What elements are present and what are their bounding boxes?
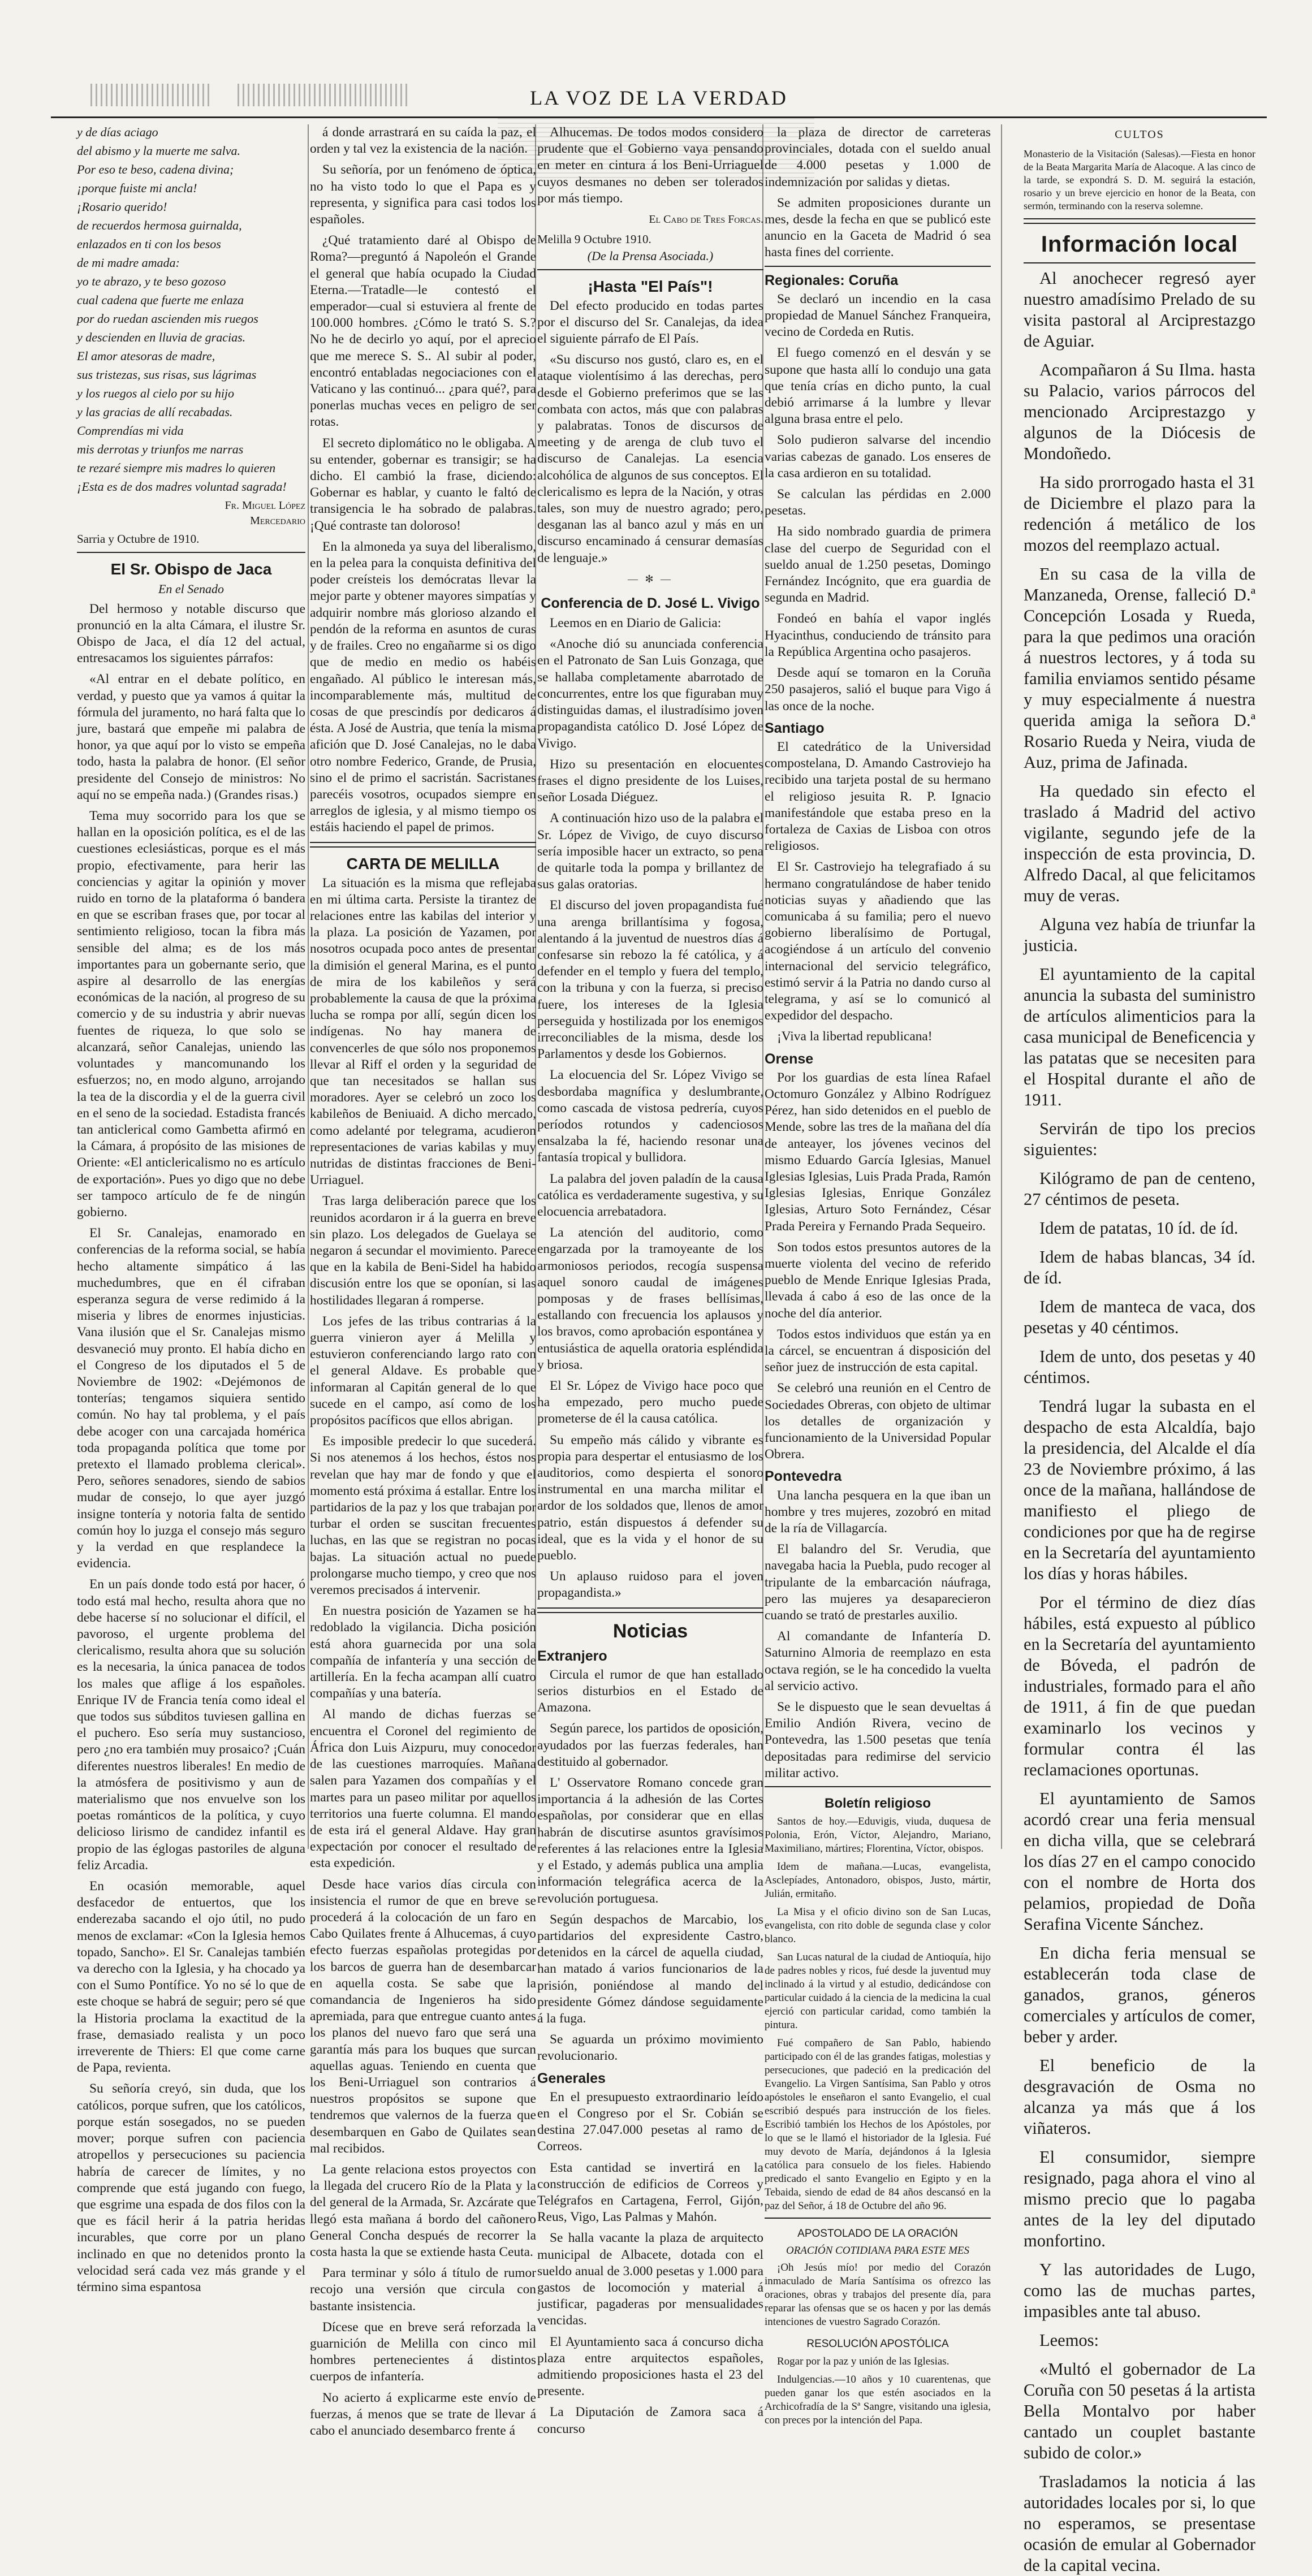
poem-signature: Fr. Miguel López	[225, 499, 305, 512]
article-body	[537, 2089, 763, 2437]
article-subheading: En el Senado	[158, 582, 225, 597]
paragraph: A continuación hizo uso de la palabra el Sr. López de Vivigo, de cuyo discurso sería imposible hacer un extracto, so pena de quitarle toda la pompa y brillantez de sus galas oratorias.	[537, 811, 763, 892]
newspaper-title: LA VOZ DE LA VERDAD	[530, 87, 788, 109]
article-signature: El Cabo de Tres Forcas.	[649, 213, 763, 226]
paragraph: Servirán de tipo los precios siguientes:	[1024, 1119, 1255, 1159]
paragraph: Se aguarda un próximo movimiento revolucionario.	[537, 2032, 763, 2064]
paragraph: Idem de patatas, 10 íd. de íd.	[1039, 1218, 1238, 1238]
paragraph: En ocasión memorable, aquel desfacedor de entuertos, que los enderezaba sacando el ojo útil, no pudo menos de exclamar: «Con la Iglesia hemos topado, Sancho». El Sr. Canalejas también va derecho con la Iglesia, y ha chocado ya con el Sumo Pontífice. Yo no sé lo que de este choque se habrá de seguir; pero sé que la Historia proclama la exactitud de la frase, demasiado realista y un poco irreverente de Thiers: El que come carne de Papa, revienta.	[77, 1879, 305, 2076]
paragraph: El discurso del joven propagandista fué una arenga brillantísima y fogosa, alentando á la juventud de nuestros días á confesarse sin rebozo la fé católica, y á defender en el templo y fuera del templo, con la tribuna y con la fuerza, si preciso fuere, los intereses de la Iglesia perseguida y hostilizada por los enemigos irreconciliables de la misma, desde los Parlamentos y desde los Gobiernos.	[537, 898, 763, 1062]
divider	[765, 266, 991, 267]
paragraph: Fué compañero de San Pablo, habiendo participado con él de las grandes fatigas, molestias y persecuciones, que padeció en la predicación del Evangelio. La Virgen Santísima, San Pablo y otros apóstoles le enseñaron el santo Evangelio, el cual escribió después para instrucción de los fieles. Escribió también los Hechos de los Apóstoles, por lo que se le llamó el historiador de la Iglesia. Fué muy devoto de María, dejándonos á la Iglesia católica para consuelo de los fieles. Habiendo predicado el santo Evangelio en Egipto y en la Tebaida, siendo de edad de 84 años descansó en la paz del Señor, á 18 de Octubre del año 96.	[765, 2037, 991, 2212]
article-body	[537, 124, 763, 207]
divider	[765, 2218, 991, 2219]
subsection-heading: Generales	[537, 2070, 606, 2086]
divider	[1024, 262, 1255, 263]
article-body	[537, 1667, 763, 2065]
paragraph: El Sr. Castroviejo ha telegrafiado á su hermano congratulándose de haber tenido noticias suyas y añadiendo que las comunicaba á su familia; pero el nuevo gobierno liberalísimo de Portugal, acogiéndose á un artículo del convenio internacional del servicio telegráfico, estimó servir á la Patria no dando curso al telegrama, y así se lo comunicó al expedidor del despacho.	[765, 859, 991, 1023]
paragraph: La Diputación de Zamora saca á concurso	[537, 2405, 763, 2436]
article-body	[765, 124, 991, 261]
divider	[537, 1607, 763, 1613]
divider	[1024, 218, 1255, 224]
paragraph: La elocuencia del Sr. López Vivigo se desbordaba magnífica y deslumbrante, como cascada de vistosa pedrería, cuyos períodos rotundos y cadenciosos ensalzaba la fé, haciendo resonar una fantasía tropical y bullidora.	[537, 1067, 763, 1165]
divider	[310, 842, 536, 848]
article-body	[765, 2261, 991, 2329]
section-heading: Información local	[1041, 232, 1238, 257]
paragraph: Su señoría creyó, sin duda, que los católicos, porque sufren, que los católicos, porque están sosegados, no se pueden mover; porque sufren con paciencia atropellos y persecuciones su paciencia habría de carecer de límites, y no comprende que está jugando con fuego, que esgrime una espada de dos filos con la que es fácil herir á la patria heridas incurables, que corre por un plano inclinado en que no detenidos pronto la velocidad será cada vez más grande y el término sima espantosa	[77, 2081, 305, 2294]
section-heading: Regionales: Coruña	[765, 272, 899, 288]
paragraph: Kilógramo de pan de centeno, 27 céntimos de peseta.	[1024, 1169, 1255, 1209]
paragraph: El Sr. Canalejas, enamorado en conferencias de la reforma social, se había hecho altamente simpático á las muchedumbres, que en él cifraban esperanza segura de verse redimido á la miseria y libres de enormes injusticias. Vana ilusión que el Sr. Canalejas mismo desvaneció muy pronto. El había dicho en el Congreso de los diputados el 5 de Noviembre de 1902: «Dejémonos de tonterías; tengamos siquiera sentido común. No hay tal problema, y el país debe acoger con una carcajada homérica toda propaganda política que tome por pretexto el llamado problema clerical». Pero, señores senadores, siendo de sabios mudar de consejo, lo que ayer juzgó insigne tontería y notoria falta de sentido común hoy lo juzga el consejo más seguro y la verdad en que resplandece la evidencia.	[77, 1226, 305, 1571]
paragraph: El catedrático de la Universidad compostelana, D. Amando Castroviejo ha recibido una tarjeta postal de su hermano el religioso jesuita R. P. Ignacio manifestándole que estaba preso en la fortaleza de Caxias de Lisboa con otros religiosos.	[765, 739, 991, 854]
poem-line: Comprendías mi vida	[77, 423, 184, 438]
paragraph: Los jefes de las tribus contrarias á la guerra vinieron ayer á Melilla y estuvieron conferenciando largo rato con el general Aldave. Es probable que informaran al Capitán general de lo que sucede en el campo, así como de los propósitos pacíficos que ellos abrigan.	[310, 1313, 536, 1428]
poem-line: enlazados en ti con los besos	[77, 237, 221, 251]
poem-date: Sarria y Octubre de 1910.	[77, 532, 200, 546]
article-heading: El Sr. Obispo de Jaca	[110, 560, 272, 578]
paragraph: Según despachos de Marcabio, los partidarios del expresidente Castro, detenidos en la cárcel de aquella ciudad, han matado á varios funcionarios de la prisión, poniéndose al mando del presidente Gómez dándose seguidamente á la fuga.	[537, 1912, 763, 2026]
section-heading: Pontevedra	[765, 1468, 842, 1485]
poem-line: y de días aciago	[77, 125, 158, 139]
poem-line: El amor atesoras de madre,	[77, 349, 215, 363]
paragraph: Todos estos individuos que están ya en la cárcel, se encuentran á disposición del señor juez de instrucción de esta capital.	[765, 1326, 991, 1375]
paragraph: El fuego comenzó en el desván y se supone que hasta allí lo condujo una gata que tenía crías en dicho punto, la cual debió arrimarse á la lumbre y llevar alguna brasa entre el pelo.	[765, 345, 991, 427]
subsection-heading: Extranjero	[537, 1648, 607, 1664]
section-heading: Noticias	[612, 1620, 688, 1642]
paragraph: Tendrá lugar la subasta en el despacho de esta Alcaldía, bajo la presidencia, del Alcalde el día 23 de Noviembre próximo, á las once de la mañana, hallándose de manifiesto el pliego de condiciones por que ha de regirse en la Secretaría del ayuntamiento los días y horas hábiles.	[1024, 1397, 1255, 1583]
poem-line: del abismo y la muerte me salva.	[77, 144, 240, 158]
article-body	[310, 875, 536, 2440]
paragraph: Se admiten proposiciones durante un mes, desde la fecha en que se publicó este anuncio en la Gaceta de Madrid ó sea hasta fines del corriente.	[765, 195, 991, 260]
paragraph: Leemos en en Diario de Galicia:	[550, 616, 722, 631]
paragraph: Se calculan las pérdidas en 2.000 pesetas.	[765, 487, 991, 518]
paragraph: La atención del auditorio, como engarzada por la tramoyeante de los armoniosos periodos, recogía suspensa aquel sonoro caudal de imágenes pomposas y de frases bellísimas, estallando con frecuencia los aplausos y los bravos, como aprobación espontánea y entusiástica de aquella oratoria espléndida y briosa.	[537, 1225, 763, 1372]
column-3	[537, 124, 763, 2436]
paragraph: La palabra del joven paladín de la causa católica es verdaderamente sugestiva, y su elocuencia arrebatadora.	[537, 1171, 763, 1219]
paragraph: «Anoche dió su anunciada conferencia en el Patronato de San Luis Gonzaga, que se hallaba completamente abarrotado de concurrentes, entre los que figuraban muy distinguidas damas, el ilustradísimo joven propagandista católico D. José López de Vivigo.	[537, 637, 763, 751]
paragraph: Por los guardias de esta línea Rafael Octomuro González y Albino Rodríguez Pérez, han sido detenidos en el pueblo de Mende, sobre las tres de la mañana del día de anteayer, los jóvenes vecinos del mismo Eduardo García Iglesias, Manuel Iglesias Iglesias, Luis Prada Prada, Ramón Iglesias Iglesias, Enrique González Iglesias, Arturo Soto Fernández, César Prada Pereira y Fernando Prada Sequeiro.	[765, 1070, 991, 1234]
paragraph: Solo pudieron salvarse del incendio varias cabezas de ganado. Los enseres de la casa ardieron en su totalidad.	[765, 433, 991, 481]
paragraph: El Ayuntamiento saca á concurso dicha plaza entre arquitectos españoles, admitiendo proposiciones hasta el 23 del presente.	[537, 2334, 763, 2399]
paragraph: San Lucas natural de la ciudad de Antioquía, hijo de padres nobles y ricos, fué desde la juventud muy inclinado á la virtud y al estudio, dedicándose con particular cuidado á la ciencia de la medicina la cual ejerció con particular caridad, como también la pintura.	[765, 1951, 991, 2032]
column-5	[1024, 124, 1255, 2575]
paragraph: Al comandante de Infantería D. Saturnino Almoria de reemplazo en esta octava región, se le ha concedido la vuelta al servicio activo.	[765, 1629, 991, 1693]
article-body	[765, 1070, 991, 1463]
paragraph: Rogar por la paz y unión de las Iglesias.	[777, 2355, 950, 2367]
paragraph: ¡Viva la libertad republicana!	[777, 1029, 933, 1044]
paragraph: Ha sido prorrogado hasta el 31 de Diciembre el plazo para la redención á metálico de los mozos del reemplazo actual.	[1024, 473, 1255, 555]
paragraph: En la almoneda ya suya del liberalismo, en la pelea para la conquista definitiva del poder creísteis los demócratas llevar la mejor parte y obtener mayores simpatías y adquirir nombre más glorioso alzando el pendón de la reforma en asuntos de curas y de frailes. Creo no engañarme si os digo que de medio en medio os habéis engañado. Al público le interesan más, incomparablemente más, multitud de cosas de que prescindís por dedicaros á ésta. A José de Austria, que tenía la misma afición que D. José Canalejas, no le daba otro nombre Federico, Grande, de Prusia, sino el de primo el sacristán. Sacristanes parecéis vosotros, ocupados siempre en arreglos de iglesia, y al mismo tiempo os estáis haciendo el papel de primos.	[310, 539, 536, 835]
paragraph: á donde arrastrará en su caída la paz, el orden y tal vez la existencia de la nación.	[310, 125, 536, 157]
paragraph: Alguna vez había de triunfar la justicia.	[1024, 915, 1255, 955]
poem-line: y descienden en lluvia de gracias.	[77, 330, 246, 344]
poem	[77, 124, 305, 494]
poem-line: ¡Esta es de dos madres voluntad sagrada!	[77, 479, 287, 494]
article-body	[1024, 268, 1255, 2576]
paragraph: En el presupuesto extraordinario leído en el Congreso por el Sr. Cobián se destina 27.047.000 pesetas al ramo de Correos.	[537, 2089, 763, 2154]
paragraph: Su empeño más cálido y vibrante es propia para despertar el entusiasmo de los auditorios, como despierta el sonoro instrumental en una marcha militar el ardor de los soldados que, llenos de amor patrio, están dispuestos á defender su ideal, que es la vida y el honor de su pueblo.	[537, 1432, 763, 1563]
column-divider	[308, 124, 309, 1849]
paragraph: Tema muy socorrido para los que se hallan en la oposición política, es el de las cuestiones eclesiásticas, porque es el más propio, efectivamente, para herir las conciencias y agitar la opinión y mover ruido en torno de la plataforma ó bandera en que se escriban frases que, por tocar al sentimiento religioso, tocan la fibra más sensible del alma; es de los más importantes para un gobernante serio, que aspire al desarrollo de las energías económicas de la nación, al progreso de su comercio y de su industria y abrir nuevas fuentes de riqueza, lo que solo se alcanzará, señor Canalejas, uniendo las voluntades y mancomunando los esfuerzos; no, en modo alguno, arrojando la tea de la discordia y el de la guerra civil en el seno de la sociedad. Estadista francés tan anticlerical como Gambetta afirmó en la Cámara, á propósito de las misiones de Oriente: «El anticlericalismo no es artículo de exportación». Pues yo digo que no debe ser tampoco artículo de fe de ningún gobierno.	[77, 809, 305, 1220]
article-heading: Conferencia de D. José L. Vivigo	[541, 595, 760, 612]
masthead	[51, 78, 1267, 118]
poem-line: cual cadena que fuerte me enlaza	[77, 293, 244, 307]
paragraph: Trasladamos la noticia á las autoridades locales por si, lo que no esperamos, se presentase ocasión de emular al Gobernador de la capital vecina.	[1024, 2472, 1255, 2575]
paragraph: Se declaró un incendio en la casa propiedad de Manuel Sánchez Franqueira, vecino de Cordeda en Rutis.	[765, 291, 991, 340]
article-place: Melilla 9 Octubre 1910.	[537, 232, 651, 247]
paragraph: Es imposible predecir lo que sucederá. Si nos atenemos á los hechos, éstos nos revelan que hay mar de fondo y que el momento está próxima á estallar. Entre los partidarios de la paz y los que trabajan por turbar el orden se suscitan frecuentes luchas, en las que se registran no pocas bajas. La situación actual no puede prolongarse mucho tiempo, y creo que nos veremos precisados á intervenir.	[310, 1434, 536, 1598]
article-heading: CARTA DE MELILLA	[346, 854, 500, 872]
section-heading: Orense	[765, 1051, 814, 1067]
paragraph: la plaza de director de carreteras provinciales, dotada con el sueldo anual de 4.000 pesetas y 1.000 de indemnización por salidas y dietas.	[765, 125, 991, 189]
paragraph: Del hermoso y notable discurso que pronunció en la alta Cámara, el ilustre Sr. Obispo de Jaca, el día 12 del actual, entresacamos los siguientes párrafos:	[77, 601, 305, 666]
paragraph: Son todos estos presuntos autores de la muerte violenta del vecino de referido pueblo de Mende Enrique Iglesias Prada, llevada á cabo á eso de las once de la noche del día anterior.	[765, 1239, 991, 1321]
paragraph: Hizo su presentación en elocuentes frases el digno presidente de los Luises, señor Losada Diéguez.	[537, 757, 763, 805]
paragraph: Santos de hoy.—Eduvigis, viuda, duquesa de Polonia, Erón, Víctor, Alejandro, Mariano, Maximiliano, mártires; Florentina, Víctor, obispos.	[765, 1816, 991, 1855]
paragraph: La gente relaciona estos proyectos con la llegada del crucero Río de la Plata y la del general de la Armada, Sr. Azcárate que llegó esta mañana á bordo del cañonero General Concha después de recorrer la costa hasta la que se extiende hasta Ceuta.	[310, 2162, 536, 2259]
paragraph: Al anochecer regresó ayer nuestro amadísimo Prelado de su visita pastoral al Arciprestazgo de Aguiar.	[1024, 269, 1255, 351]
poem-line: de recuerdos hermosa guirnalda,	[77, 218, 242, 232]
article-body	[765, 1815, 991, 2213]
paragraph: Se le dispuesto que le sean devueltas á Emilio Andión Rivera, vecino de Pontevedra, las 1.500 pesetas que tenía depositadas para redimirse del servicio militar activo.	[765, 1700, 991, 1780]
article-source: (De la Prensa Asociada.)	[587, 249, 714, 263]
poem-line: ¡porque fuiste mi ancla!	[77, 181, 197, 195]
poem-line: Por eso te beso, cadena divina;	[77, 162, 234, 176]
paragraph: Del efecto producido en todas partes por el discurso del Sr. Canalejas, da idea el siguiente párrafo de El País.	[537, 298, 763, 347]
paragraph: Al mando de dichas fuerzas se encuentra el Coronel del regimiento de África don Luis Aizpuru, muy conocedor de las cuestiones marroquíes. Mañana salen para Yazamen dos compañías y el martes para un paseo militar por aquellos territorios una fuerte columna. El mando de esta irá el general Aldave. Hay gran expectación por conocer el resultado de esta expedición.	[310, 1707, 536, 1871]
paragraph: En dicha feria mensual se establecerán toda clase de ganados, granos, géneros comerciales y artículos de comer, beber y arder.	[1024, 1943, 1255, 2046]
paragraph: Se celebró una reunión en el Centro de Sociedades Obreras, con objeto de ultimar los detalles de organización y funcionamiento de la Universidad Popular Obrera.	[765, 1381, 991, 1462]
column-divider	[1001, 124, 1002, 1849]
paragraph: En su casa de la villa de Manzaneda, Orense, falleció D.ª Concepción Losada y Rueda, para la que pedimos una oración á nuestros lectores, y á toda su familia enviamos sentido pésame y muy especialmente á nuestra querida amiga la señora D.ª Rosario Rueda y Neira, viuda de Auz, prima de Jafinada.	[1024, 564, 1255, 772]
paragraph: Por el término de diez días hábiles, está expuesto al público en la Secretaría del ayuntamiento de Bóveda, el padrón de industriales, formado para el año de 1911, á fin de que puedan examinarlo los vecinos y formular contra él las reclamaciones oportunas.	[1024, 1593, 1255, 1779]
poem-line: mis derrotas y triunfos me narras	[77, 442, 244, 456]
paragraph: Ha quedado sin efecto el traslado á Madrid del activo vigilante, segundo jefe de la inspección de esta provincia, D. Alfredo Dacal, al que felicitamos muy de veras.	[1024, 781, 1255, 905]
paragraph: ¡Oh Jesús mío! por medio del Corazón inmaculado de María Santísima os ofrezco las oraciones, obras y trabajos del presente día, para reparar las ofensas que se os hacen y por las demás intenciones de vuestro Sagrado Corazón.	[765, 2262, 991, 2328]
article-body	[537, 615, 763, 1602]
divider	[77, 552, 305, 553]
paragraph: ¿Qué tratamiento daré al Obispo de Roma?—preguntó á Napoleón el Grande el general que había ocupado la Ciudad Eterna.—Tratadle—le contestó el emperador—cual si estuviera al frente de 100.000 hombres. ¿Cómo le trató S. S.? No he de decirlo yo aquí, por el aprecio que me merece S. S.. Al subir al poder, encontró entabladas negociaciones con el Vaticano y las continuó... ¿para qué?, para ponerlas muchas veces en peligro de ser rotas.	[310, 233, 536, 430]
paragraph: Fondeó en bahía el vapor inglés Hyacinthus, conduciendo de tránsito para la República Argentina ocho pasajeros.	[765, 611, 991, 659]
section-heading: Santiago	[765, 720, 825, 736]
section-subheading: ORACIÓN COTIDIANA PARA ESTE MES	[786, 2245, 970, 2257]
paragraph: El Sr. López de Vivigo hace poco que ha empezado, pero mucho puede prometerse de él la causa católica.	[537, 1378, 763, 1427]
paragraph: Idem de unto, dos pesetas y 40 céntimos.	[1024, 1347, 1255, 1387]
article-body	[537, 298, 763, 567]
poem-line: te rezaré siempre mis madres lo quieren	[77, 461, 276, 475]
paragraph: Según parece, los partidos de oposición, ayudados por las fuerzas federales, han destituido al gobernador.	[537, 1721, 763, 1769]
paragraph: Acompañaron á Su Ilma. hasta su Palacio, varios párrocos del mencionado Arciprestazgo y algunos de la Diócesis de Mondoñedo.	[1024, 360, 1255, 463]
paragraph: El consumidor, siempre resignado, paga ahora el vino al mismo precio que lo pagaba antes de la ley del diputado monfortino.	[1024, 2147, 1255, 2250]
section-heading: RESOLUCIÓN APOSTÓLICA	[806, 2338, 949, 2350]
paragraph: La Misa y el oficio divino son de San Lucas, evangelista, con rito doble de segunda clase y color blanco.	[765, 1906, 991, 1946]
cultos-text: Monasterio de la Visitación (Salesas).—Fiesta en honor de la Beata Margarita María de Alacoque. A las cinco de la tarde, se expondrá S. D. M. seguirá la estación, rosario y un breve ejercicio en honor de la Beata, con sermón, terminando con la reserva solemne.	[1024, 148, 1255, 211]
paragraph: No acierto á explicarme este envío de fuerzas, á menos que se trate de llevar á cabo el anunciado desembarco frente á	[310, 2390, 536, 2439]
section-heading: CULTOS	[1115, 128, 1164, 141]
column-4	[765, 124, 991, 2426]
column-2	[310, 124, 536, 2439]
paragraph: Idem de mañana.—Lucas, evangelista, Asclepíades, Antonadoro, obispos, Justo, mártir, Julián, ermitaño.	[765, 1861, 991, 1900]
paragraph: «Al entrar en el debate político, en verdad, y puesto que ya vamos á quitar la fórmula del juramento, no hará falta que lo jure, bastará que empeñe mi palabra de honor, ya que aquí por lo visto se empeña todo, hasta la palabra de honor. (El señor presidente del Consejo de ministros: No aquí no se empeña nada.) (Grandes risas.)	[77, 672, 305, 802]
article-body	[765, 2355, 991, 2427]
separator: — ✻ —	[627, 573, 674, 585]
paragraph: Indulgencias.—10 años y 10 cuarentenas, que pueden ganar los que estén asociados en la Archicofradía de la Sª Sangre, visitando una iglesia, con preces por la intención del Papa.	[765, 2373, 991, 2426]
poem-signature-note: Mercedario	[250, 515, 305, 528]
article-body	[765, 1488, 991, 1782]
poem-line: y las gracias de allí recabadas.	[77, 405, 233, 419]
divider	[537, 269, 763, 270]
paragraph: Idem de manteca de vaca, dos pesetas y 40 céntimos.	[1024, 1297, 1255, 1337]
poem-line: por do ruedan ascienden mis ruegos	[77, 312, 258, 326]
paragraph: Leemos:	[1039, 2331, 1099, 2350]
paragraph: El secreto diplomático no le obligaba. A su entender, gobernar es transigir; se ha dicho. El cambió la frase, diciendo: Gobernar es hablar, y cuanto le faltó de transigencia le ha sobrado de palabras. ¡Qué contraste tan doloroso!	[310, 435, 536, 533]
poem-line: ¡Rosario querido!	[77, 200, 167, 214]
poem-line: yo te abrazo, y te beso gozoso	[77, 274, 226, 288]
paragraph: Desde hace varios días circula con insistencia el rumor de que en breve se procederá á la colocación de un faro en Cabo Quilates frente á Alhucemas, á cuyo efecto fuerzas españolas protegidas por los barcos de guerra han de desembarcar en aquella costa. Se sabe que la comandancia de Ingenieros ha sido apremiada, para que entregue cuanto antes los planos del nuevo faro que será una garantía más para los buques que surcan aquellas aguas. Teniendo en cuenta que los Beni-Urriaguel son contrarios á nuestros propósitos se supone que tendremos que valernos de la fuerza que desembarquen en Gabo de Quilates sean mal recibidos.	[310, 1877, 536, 2156]
paragraph: El ayuntamiento de la capital anuncia la subasta del suministro de artículos alimenticios para la casa municipal de Beneficencia y las patatas que se necesiten para el Hospital durante el año de 1911.	[1024, 965, 1255, 1109]
paragraph: Ha sido nombrado guardia de primera clase del cuerpo de Seguridad con el sueldo anual de 1.250 pesetas, Domingo Fernández Incógnito, que era guardia de segunda en Madrid.	[765, 524, 991, 606]
paragraph: Tras larga deliberación parece que los reunidos acordaron ir á la guerra en breve sin plazo. Los delegados de Guelaya se negaron á secundar el movimiento. Parece que en la kabila de Beni-Sidel ha habido discusión entre los que se oponían, si las hostilidades llegaran á romperse.	[310, 1194, 536, 1308]
paragraph: Y las autoridades de Lugo, como las de muchas partes, impasibles ante tal abuso.	[1024, 2260, 1255, 2321]
article-body	[77, 601, 305, 2296]
divider	[765, 1786, 991, 1787]
paragraph: Desde aquí se tomaron en la Coruña 250 pasajeros, salió el buque para Vigo á las once de la noche.	[765, 665, 991, 714]
paragraph: En nuestra posición de Yazamen se ha redoblado la vigilancia. Dicha posición está ahora guarnecida por una sola compañía de infantería y una sección de artillería. En la fecha acampan allí cuatro compañías y una batería.	[310, 1603, 536, 1701]
article-heading: ¡Hasta "El País"!	[588, 277, 713, 295]
poem-line: y los ruegos al cielo por su hijo	[77, 386, 235, 400]
paragraph: El beneficio de la desgravación de Osma no alcanza ya más que á los viñateros.	[1024, 2056, 1255, 2138]
poem-line: de mi madre amada:	[77, 256, 180, 270]
paragraph: «Multó el gobernador de La Coruña con 50 pesetas á la artista Bella Montalvo por haber cantado un couplet bastante subido de color.»	[1024, 2359, 1255, 2462]
paragraph: Dícese que en breve será reforzada la guarnición de Melilla con cinco mil hombres pertenecientes á distintos cuerpos de infantería.	[310, 2319, 536, 2384]
paragraph: Se halla vacante la plaza de arquitecto municipal de Albacete, dotada con el sueldo anual de 3.000 pesetas y 1.000 para gastos de locomoción y material á justificar, pagaderas por mensualidades vencidas.	[537, 2231, 763, 2328]
section-heading: Boletín religioso	[824, 1796, 931, 1812]
paragraph: L' Osservatore Romano concede gran importancia á la adhesión de las Cortes españolas, por considerar que en ellas habrán de discutirse asuntos gravísimos referentes á las relaciones entre la Iglesia y el Estado, y además publica una amplia información telegráfica acerca de la revolución portuguesa.	[537, 1775, 763, 1906]
section-heading: APOSTOLADO DE LA ORACIÓN	[797, 2228, 958, 2240]
article-body	[310, 124, 536, 836]
paragraph: Un aplauso ruidoso para el joven propagandista.»	[537, 1569, 763, 1601]
article-body	[765, 739, 991, 1045]
paragraph: Para terminar y sólo á título de rumor recojo una versión que circula con bastante insistencia.	[310, 2266, 536, 2314]
paragraph: Una lancha pesquera en la que iban un hombre y tres mujeres, zozobró en mitad de la ría de Villagarcía.	[765, 1488, 991, 1536]
paragraph: En un país donde todo está por hacer, ó todo está mal hecho, resulta ahora que no debe hacerse sí no solucionar el difícil, el pavoroso, el urgente problema del clericalismo, resulta ahora que su solución es la necesaria, la única panacea de todos los males que aflige á los españoles. Enrique IV de Francia tenía como ideal el que todos sus súbditos tuviesen gallina en el puchero. Eso sería muy sustancioso, pero ¿no era también muy prosaico? ¡Cuán diferentes nuestros liberales! En medio de la atmósfera de positivismo y aun de materialismo que nos envuelve son los poetas románticos de la política, y cuyo delicioso lirismo de candidez infantil es propio de las églogas pastoriles de alguna feliz Arcadia.	[77, 1577, 305, 1873]
paragraph: Esta cantidad se invertirá en la construcción de edificios de Correos y Telégrafos en Cartagena, Ferrol, Gijón, Reus, Vigo, Las Palmas y Mahón.	[537, 2160, 763, 2225]
article-body	[765, 291, 991, 715]
paragraph: La situación es la misma que reflejaba en mi última carta. Persiste la tirantez de relaciones entre las kabilas del interior y la plaza. La posición de Yazamen, por nosotros ocupada poco antes de presentar la dimisión el general Marina, es el punto de mira de los kabileños y será probablemente la causa de que la próxima lucha se rompa por allí, según dicen los indígenas. No hay manera de convencerles de que sólo nos proponemos llevar al Riff el orden y la seguridad de que tan necesitados se hallan sus moradores. Ayer se celebró un zoco los kabileños de Beniuaid. A dicho mercado, como adelanté por telegrama, acudieron representaciones de varias kabilas y muy nutridas de distintas fracciones de Beni-Urriaguel.	[310, 875, 536, 1188]
paragraph: Idem de habas blancas, 34 íd. de íd.	[1024, 1247, 1255, 1287]
column-1	[77, 124, 305, 2294]
paragraph: Circula el rumor de que han estallado serios disturbios en el Estado de Amazona.	[537, 1667, 763, 1715]
paragraph: «Su discurso nos gustó, claro es, en el ataque violentísimo á las derechas, pero desde el Gobierno preferimos que se las combata con actos, más que con palabras y palabratas. Tonos de discursos de meeting y de arenga de club tuvo el discurso de Canalejas. La esencia alcohólica de algunos de sus conceptos. El clericalismo es lepra de la Nación, y otras tales, son muy de nuestro agrado; pero, desganan las al banco azul y más en un discurso encaminado á censurar demasías de lenguaje.»	[537, 352, 763, 565]
paragraph: El ayuntamiento de Samos acordó crear una feria mensual en dicha villa, que se celebrará los días 27 en el campo conocido con el nombre de Horta dos pelamios, propiedad de Doña Serafina Vicente Sánchez.	[1024, 1789, 1255, 1934]
paragraph: Alhucemas. De todos modos considero prudente que el Gobierno vaya pensando en meter en cintura á los Beni-Urriaguel cuyos desmanes no deben ser tolerados por más tiempo.	[537, 125, 763, 206]
poem-line: sus tristezas, sus risas, sus lágrimas	[77, 368, 257, 382]
paragraph: El balandro del Sr. Verudia, que navegaba hacia la Puebla, pudo recoger al tripulante de la embarcación náufraga, pero las mujeres ya desaparecieron cuando se trató de prestarles auxilio.	[765, 1542, 991, 1623]
paragraph: Su señoría, por un fenómeno de óptica, no ha visto todo lo que el Papa es y representa, y significa para casi todos los españoles.	[310, 162, 536, 227]
